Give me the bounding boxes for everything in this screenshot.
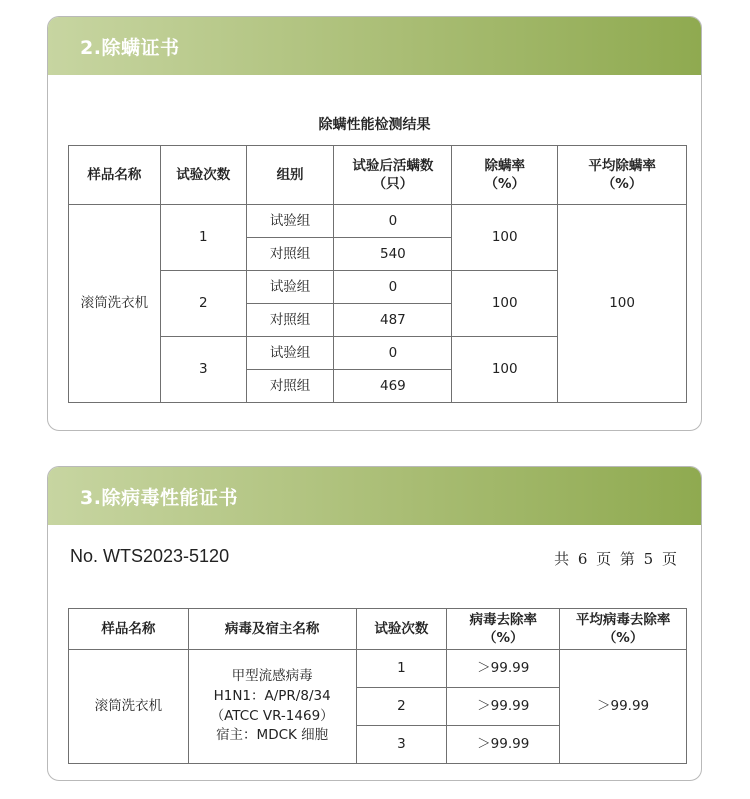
group-cell: 对照组: [246, 304, 334, 337]
rate-cell: 100: [452, 271, 558, 337]
page-info: 共 6 页 第 5 页: [554, 550, 679, 568]
col-virus-host: 病毒及宿主名称: [188, 609, 356, 650]
col-average-virus-rate: 平均病毒去除率 （%）: [560, 609, 687, 650]
virus-host-cell: 甲型流感病毒 H1N1：A/PR/8/34 （ATCC VR-1469） 宿主：MDCK 细胞: [188, 650, 356, 764]
col-group: 组别: [246, 146, 334, 205]
table-row: [69, 205, 687, 238]
mite-results-table: [68, 145, 687, 403]
trial-num-cell: 3: [356, 726, 447, 764]
trial-num-cell: 3: [160, 337, 246, 403]
group-cell: 对照组: [246, 370, 334, 403]
col-removal-rate: 除螨率 （%）: [452, 146, 558, 205]
trial-num-cell: 2: [356, 688, 447, 726]
col-average-rate: 平均除螨率 （%）: [558, 146, 687, 205]
count-cell: 469: [334, 370, 452, 403]
document-number: No. WTS2023-5120: [70, 546, 230, 566]
group-cell: 试验组: [246, 337, 334, 370]
sample-name-cell: 滚筒洗衣机: [69, 650, 189, 764]
count-cell: 0: [334, 271, 452, 304]
col-trial-count: 试验次数: [356, 609, 447, 650]
virus-removal-card: [47, 466, 702, 781]
rate-cell: ＞99.99: [447, 650, 560, 688]
trial-num-cell: 1: [356, 650, 447, 688]
section-header-virus: 3.除病毒性能证书: [48, 467, 701, 525]
group-cell: 对照组: [246, 238, 334, 271]
rate-cell: ＞99.99: [447, 688, 560, 726]
table-header-row: [69, 146, 687, 205]
col-live-mites: 试验后活螨数 （只）: [334, 146, 452, 205]
col-sample-name: 样品名称: [69, 609, 189, 650]
count-cell: 0: [334, 205, 452, 238]
average-rate-cell: 100: [558, 205, 687, 403]
mite-removal-card: [47, 16, 702, 431]
rate-cell: 100: [452, 337, 558, 403]
col-sample-name: 样品名称: [69, 146, 161, 205]
average-rate-cell: ＞99.99: [560, 650, 687, 764]
trial-num-cell: 1: [160, 205, 246, 271]
table-caption: 除螨性能检测结果: [318, 117, 431, 133]
sample-name-cell: 滚筒洗衣机: [69, 205, 161, 403]
group-cell: 试验组: [246, 271, 334, 304]
count-cell: 0: [334, 337, 452, 370]
count-cell: 540: [334, 238, 452, 271]
table-header-row: [69, 609, 687, 650]
count-cell: 487: [334, 304, 452, 337]
trial-num-cell: 2: [160, 271, 246, 337]
rate-cell: ＞99.99: [447, 726, 560, 764]
col-trial-count: 试验次数: [160, 146, 246, 205]
rate-cell: 100: [452, 205, 558, 271]
group-cell: 试验组: [246, 205, 334, 238]
virus-results-table: [68, 608, 687, 764]
section-header-mite: 2.除螨证书: [48, 17, 701, 75]
col-virus-removal-rate: 病毒去除率 （%）: [447, 609, 560, 650]
table-row: [69, 650, 687, 688]
